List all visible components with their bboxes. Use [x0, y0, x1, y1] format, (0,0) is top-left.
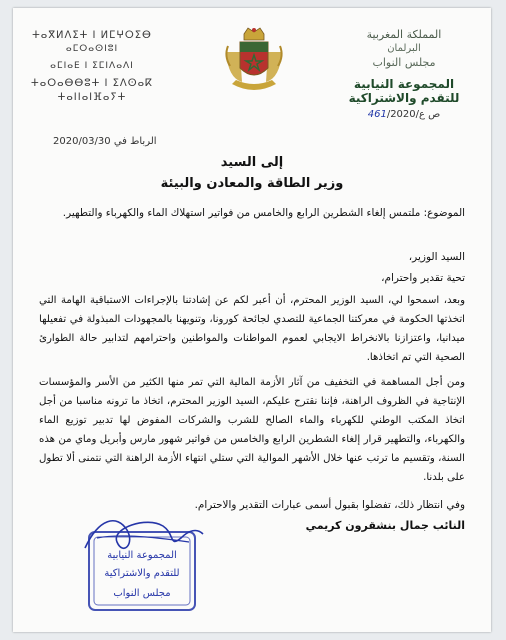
reference-prefix: ص ع/ — [415, 109, 441, 120]
tifinagh-line-2: ⴰⵎⵔⴰⵙⵏⵓⵏ — [65, 44, 119, 54]
body-paragraph-1: وبعد، اسمحوا لي، السيد الوزير المحترم، أن أعبر لكم عن إشادتنا بالإجراءات الاستباقية الهامة التي اتخذتها الحكومة في معركتنا الجماعية للتصدي لجائحة كورونا، وتنويهنا بالمجهودات المبذولة في تفعيلها ميدانيا، واعتزازنا بالانخراط الايجابي لعموم المواطنات والمواطنين واحترامهم لتدابير حالة الطوارئ الصحية التي تم اتخاذها. — [39, 295, 465, 363]
stamp-line-1: المجموعة النيابية — [107, 550, 177, 561]
stamp-line-3: مجلس النواب — [113, 588, 171, 599]
letterhead-tifinagh — [27, 30, 157, 103]
tifinagh-line-5: ⵜⴰⵏⵏⴰⵏⴼⴰⵢⵜ — [57, 92, 127, 103]
tifinagh-line-3: ⴰⵎⵏⴰⴹ ⵏ ⵉⵎⵏⴷⴰⴷⵏ — [50, 61, 134, 71]
reference-year: /2020 — [386, 109, 416, 120]
letterhead-group: المجموعة النيابية — [353, 77, 455, 91]
addressee-minister: وزير الطاقة والمعادن والبيئة — [160, 176, 344, 191]
letterhead-house: مجلس النواب — [372, 56, 436, 69]
tifinagh-line-4: ⵜⴰⵔⴰⴱⴱⵓⵜ ⵏ ⵉⴷⵙⴰⴽ — [31, 78, 153, 89]
body-paragraph-2: ومن أجل المساهمة في التخفيف من آثار الأزمة المالية التي تمر منها الكثير من الأسر والمؤسسات الإنتاجية في الظروف الراهنة، فإننا نقترح عليكم، السيد الوزير المحترم، اتخاذ ما ترونه مناسبا من أجل اتخاذ المكتب الوطني للكهرباء والماء الصالح للشرب والشركات المفوض لها تدبير توزيع الماء والكهرباء، والتطهير قرار إلغاء الشطرين الرابع والخامس من فواتير شهور مارس وأبريل وماي من هذه السنة، وتقسيم ما ترتب عنها خلال الأشهر الموالية التي ستلي انتهاء الأزمة الراهنة التي نتمنى ألا تطول على بلدنا. — [39, 377, 465, 483]
reference-handwritten: 461 — [367, 109, 387, 120]
stamp-line-2: للتقدم والاشتراكية — [104, 568, 180, 579]
coat-of-arms-icon — [222, 22, 286, 98]
tifinagh-line-1: ⵜⴰⴳⵍⴷⵉⵜ ⵏ ⵍⵎⵖⵔⵉⴱ — [32, 30, 152, 41]
reference-number — [339, 109, 469, 120]
letterhead-arabic — [339, 28, 469, 120]
letterhead-kingdom: المملكة المغربية — [366, 28, 442, 41]
letterhead-parliament: البرلمان — [387, 43, 421, 54]
closing-line: وفي انتظار ذلك، تفضلوا بقبول أسمى عبارات التقدير والاحترام. — [194, 499, 465, 511]
greeting: تحية تقدير واحترام، — [381, 272, 465, 284]
addressee-block — [13, 155, 491, 191]
letterhead-party: للتقدم والاشتراكية — [348, 91, 460, 105]
letter-page — [13, 8, 491, 632]
letter-date: الرباط في 2020/03/30 — [53, 136, 157, 147]
salutation: السيد الوزير، — [408, 251, 465, 263]
letter-subject: الموضوع: ملتمس إلغاء الشطرين الرابع والخامس من فواتير استهلاك الماء والكهرباء والتطهير. — [62, 207, 465, 219]
addressee-title: إلى السيد — [220, 155, 284, 170]
signatory-name: النائب جمال بنشقرون كريمي — [305, 519, 465, 532]
official-stamp — [83, 528, 201, 614]
